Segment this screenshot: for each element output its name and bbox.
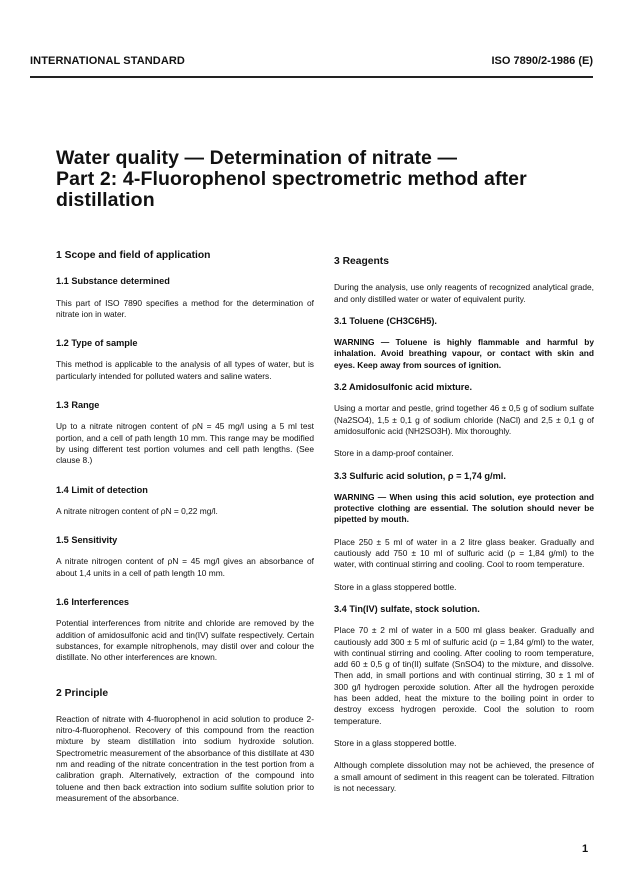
section-1-6-text: Potential interferences from nitrite and chloride are removed by the addition of amidosulfonic acid and tin(IV) sulfate respectively. Certain substances, for example nitrophenols, may distil over and colour the distillate. No other interferences are known. bbox=[56, 618, 314, 663]
section-3-3-heading: 3.3 Sulfuric acid solution, ρ = 1,74 g/ml. bbox=[334, 470, 506, 481]
section-3-intro: During the analysis, use only reagents of recognized analytical grade, and only distilled water or water of equivalent purity. bbox=[334, 282, 594, 304]
section-3-2-heading: 3.2 Amidosulfonic acid mixture. bbox=[334, 382, 473, 393]
section-3-4-heading: 3.4 Tin(IV) sulfate, stock solution. bbox=[334, 603, 480, 614]
document-title bbox=[56, 148, 596, 211]
standard-label: INTERNATIONAL STANDARD bbox=[30, 55, 185, 67]
section-3-3-storage: Store in a glass stoppered bottle. bbox=[334, 581, 457, 592]
section-1-2-heading: 1.2 Type of sample bbox=[56, 338, 138, 349]
section-3-3-warning: WARNING — When using this acid solution, eye protection and protective clothing are essential. The solution should never be pipetted by mouth. bbox=[334, 491, 594, 525]
section-1-6-heading: 1.6 Interferences bbox=[56, 597, 130, 608]
section-3-4-text: Place 70 ± 2 ml of water in a 500 ml glass beaker. Gradually and cautiously add 300 ± 5 ml of sulfuric acid (ρ = 1,84 g/ml) to the water, with continual stirring and cooling. After cooling to room temperature, add 60 ± 0,5 g of tin(II) sulfate (SnSO4) to the mixture, and dissolve. Then add, in small portions and with continual stirring, 30 ± 1 ml of 300 g/l hydrogen peroxide solution. After all the hydrogen peroxide has been added, heat the mixture to the boiling point in order to destroy excess hydrogen peroxide. Cool the solution to room temperature. bbox=[334, 625, 594, 726]
section-3-4-storage: Store in a glass stoppered bottle. bbox=[334, 737, 457, 748]
section-1-4-text: A nitrate nitrogen content of ρN = 0,22 mg/l. bbox=[56, 505, 218, 516]
section-1-5-heading: 1.5 Sensitivity bbox=[56, 535, 118, 546]
document-id: ISO 7890/2-1986 (E) bbox=[491, 55, 593, 67]
header-rule bbox=[30, 76, 593, 78]
section-1-4-heading: 1.4 Limit of detection bbox=[56, 484, 148, 495]
section-1-1-heading: 1.1 Substance determined bbox=[56, 276, 170, 287]
section-1-3-text: Up to a nitrate nitrogen content of ρN = 45 mg/l using a 5 ml test portion, and a cell of path length 10 mm. This range may be modified by using different test portion volumes and cell path lengths. (See clause 8.) bbox=[56, 421, 314, 466]
left-column bbox=[56, 250, 314, 815]
title-line-2: Part 2: 4-Fluorophenol spectrometric method after bbox=[56, 168, 527, 190]
section-3-2-storage: Store in a damp-proof container. bbox=[334, 448, 454, 459]
section-3-2-text: Using a mortar and pestle, grind together 46 ± 0,5 g of sodium sulfate (Na2SO4), 1,5 ± 0,1 g of sodium chloride (NaCl) and 2,5 ± 0,1 g of amidosulfonic acid (NH2SO3H). Mix thoroughly. bbox=[334, 403, 594, 436]
section-1-heading: 1 Scope and field of application bbox=[56, 250, 211, 261]
section-3-1-heading: 3.1 Toluene (CH3C6H5). bbox=[334, 315, 437, 326]
section-2-text: Reaction of nitrate with 4-fluorophenol in acid solution to produce 2-nitro-4-fluorophenol. Recovery of this compound from the reaction mixture by steam distillation into sodium hydroxide solution. Spectrometric measurement of the absorbance of this distillate at 430 nm and reading of the nitrate concentration in the test portion from a calibration graph. Alternatively, extraction of the compound into toluene and then back extraction into sodium sulfite solution prior to measurement of the absorbance. bbox=[56, 713, 314, 803]
title-line-1: Water quality — Determination of nitrate — bbox=[56, 147, 458, 169]
section-1-1-text: This part of ISO 7890 specifies a method for the determination of nitrate ion in water. bbox=[56, 297, 314, 319]
section-1-2-text: This method is applicable to the analysis of all types of water, but is particularly intended for polluted waters and saline waters. bbox=[56, 359, 314, 381]
page-header bbox=[30, 55, 593, 71]
page-number: 1 bbox=[582, 843, 589, 855]
section-3-4-note: Although complete dissolution may not be achieved, the presence of a small amount of sediment in this reagent can be tolerated. Filtration is not necessary. bbox=[334, 760, 594, 793]
title-line-3: distillation bbox=[56, 189, 155, 211]
section-3-3-text: Place 250 ± 5 ml of water in a 2 litre glass beaker. Gradually and cautiously add 750 ± 10 ml of sulfuric acid (ρ = 1,84 g/ml) to the water, with continual stirring and cooling. Cool to room temperature. bbox=[334, 536, 594, 570]
section-3-1-warning: WARNING — Toluene is highly flammable and harmful by inhalation. Avoid breathing vapour, or contact with skin and eyes. Keep away from sources of ignition. bbox=[334, 337, 594, 370]
section-1-5-text: A nitrate nitrogen content of ρN = 45 mg/l gives an absorbance of about 1,4 units in a cell of path length 10 mm. bbox=[56, 556, 314, 578]
section-1-3-heading: 1.3 Range bbox=[56, 400, 100, 411]
section-2-heading: 2 Principle bbox=[56, 687, 109, 699]
right-column bbox=[334, 250, 594, 805]
section-3-heading: 3 Reagents bbox=[334, 256, 389, 267]
